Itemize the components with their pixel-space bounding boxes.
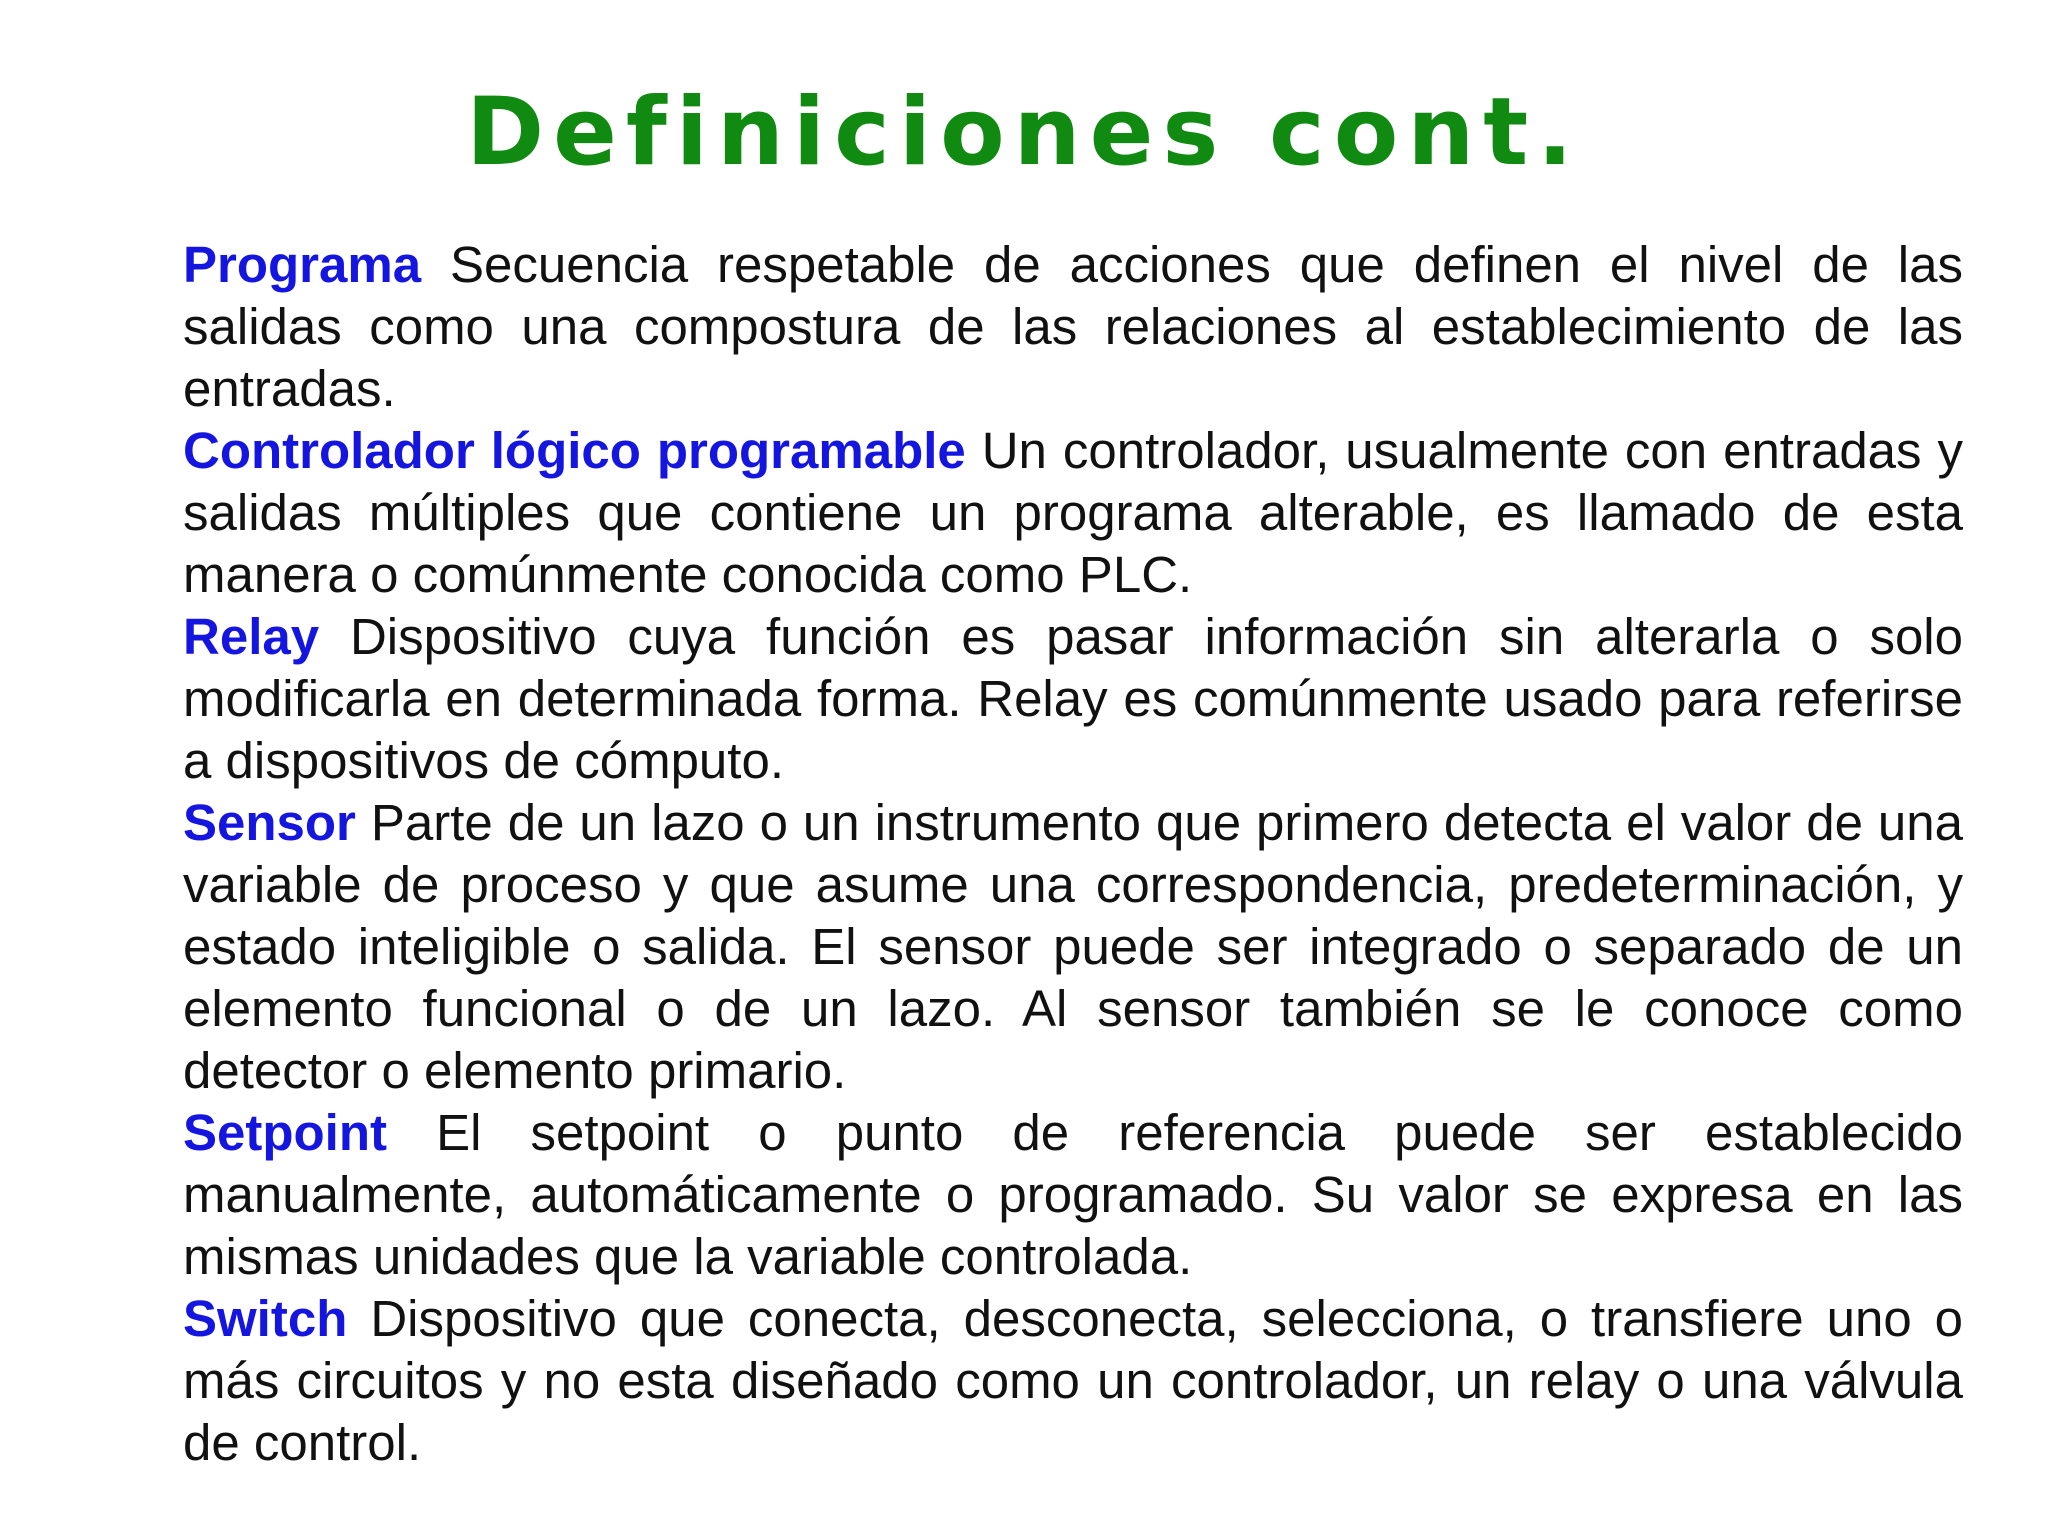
definition-text-plc: Un controlador, usualmente con entradas y salidas múltiples que contiene un programa alterable, es llamado de esta manera o comúnmente conocida como PLC. — [183, 422, 1963, 603]
definition-text-relay: Dispositivo cuya función es pasar información sin alterarla o solo modificarla en determinada forma. Relay es comúnmente usado para referirse a dispositivos de cómputo. — [183, 608, 1963, 789]
definition-text-switch: Dispositivo que conecta, desconecta, selecciona, o transfiere uno o más circuitos y no esta diseñado como un controlador, un relay o una válvula de control. — [183, 1290, 1964, 1471]
definition-setpoint — [183, 1102, 1963, 1288]
term-switch: Switch — [183, 1290, 348, 1347]
term-sensor: Sensor — [183, 794, 356, 851]
definition-text-programa: Secuencia respetable de acciones que definen el nivel de las salidas como una compostura de las relaciones al establecimiento de las entradas. — [183, 236, 1963, 417]
definition-text-setpoint: El setpoint o punto de referencia puede ser establecido manualmente, automáticamente o programado. Su valor se expresa en las mismas unidades que la variable controlada. — [183, 1104, 1964, 1285]
term-plc: Controlador lógico programable — [183, 422, 966, 479]
definition-relay — [183, 606, 1963, 792]
definition-plc — [183, 420, 1963, 606]
definition-sensor — [183, 792, 1963, 1102]
definition-programa — [183, 234, 1963, 420]
definition-switch — [183, 1288, 1963, 1474]
term-relay: Relay — [183, 608, 320, 665]
term-setpoint: Setpoint — [183, 1104, 387, 1161]
definitions-list — [183, 234, 1963, 1474]
definition-text-sensor: Parte de un lazo o un instrumento que primero detecta el valor de una variable de proceso y que asume una correspondencia, predeterminación, y estado inteligible o salida. El sensor puede ser integrado o separado de un elemento funcional o de un lazo. Al sensor también se le conoce como detector o elemento primario. — [183, 794, 1963, 1099]
slide-title: Definiciones cont. — [466, 78, 1582, 187]
term-programa: Programa — [183, 236, 422, 293]
